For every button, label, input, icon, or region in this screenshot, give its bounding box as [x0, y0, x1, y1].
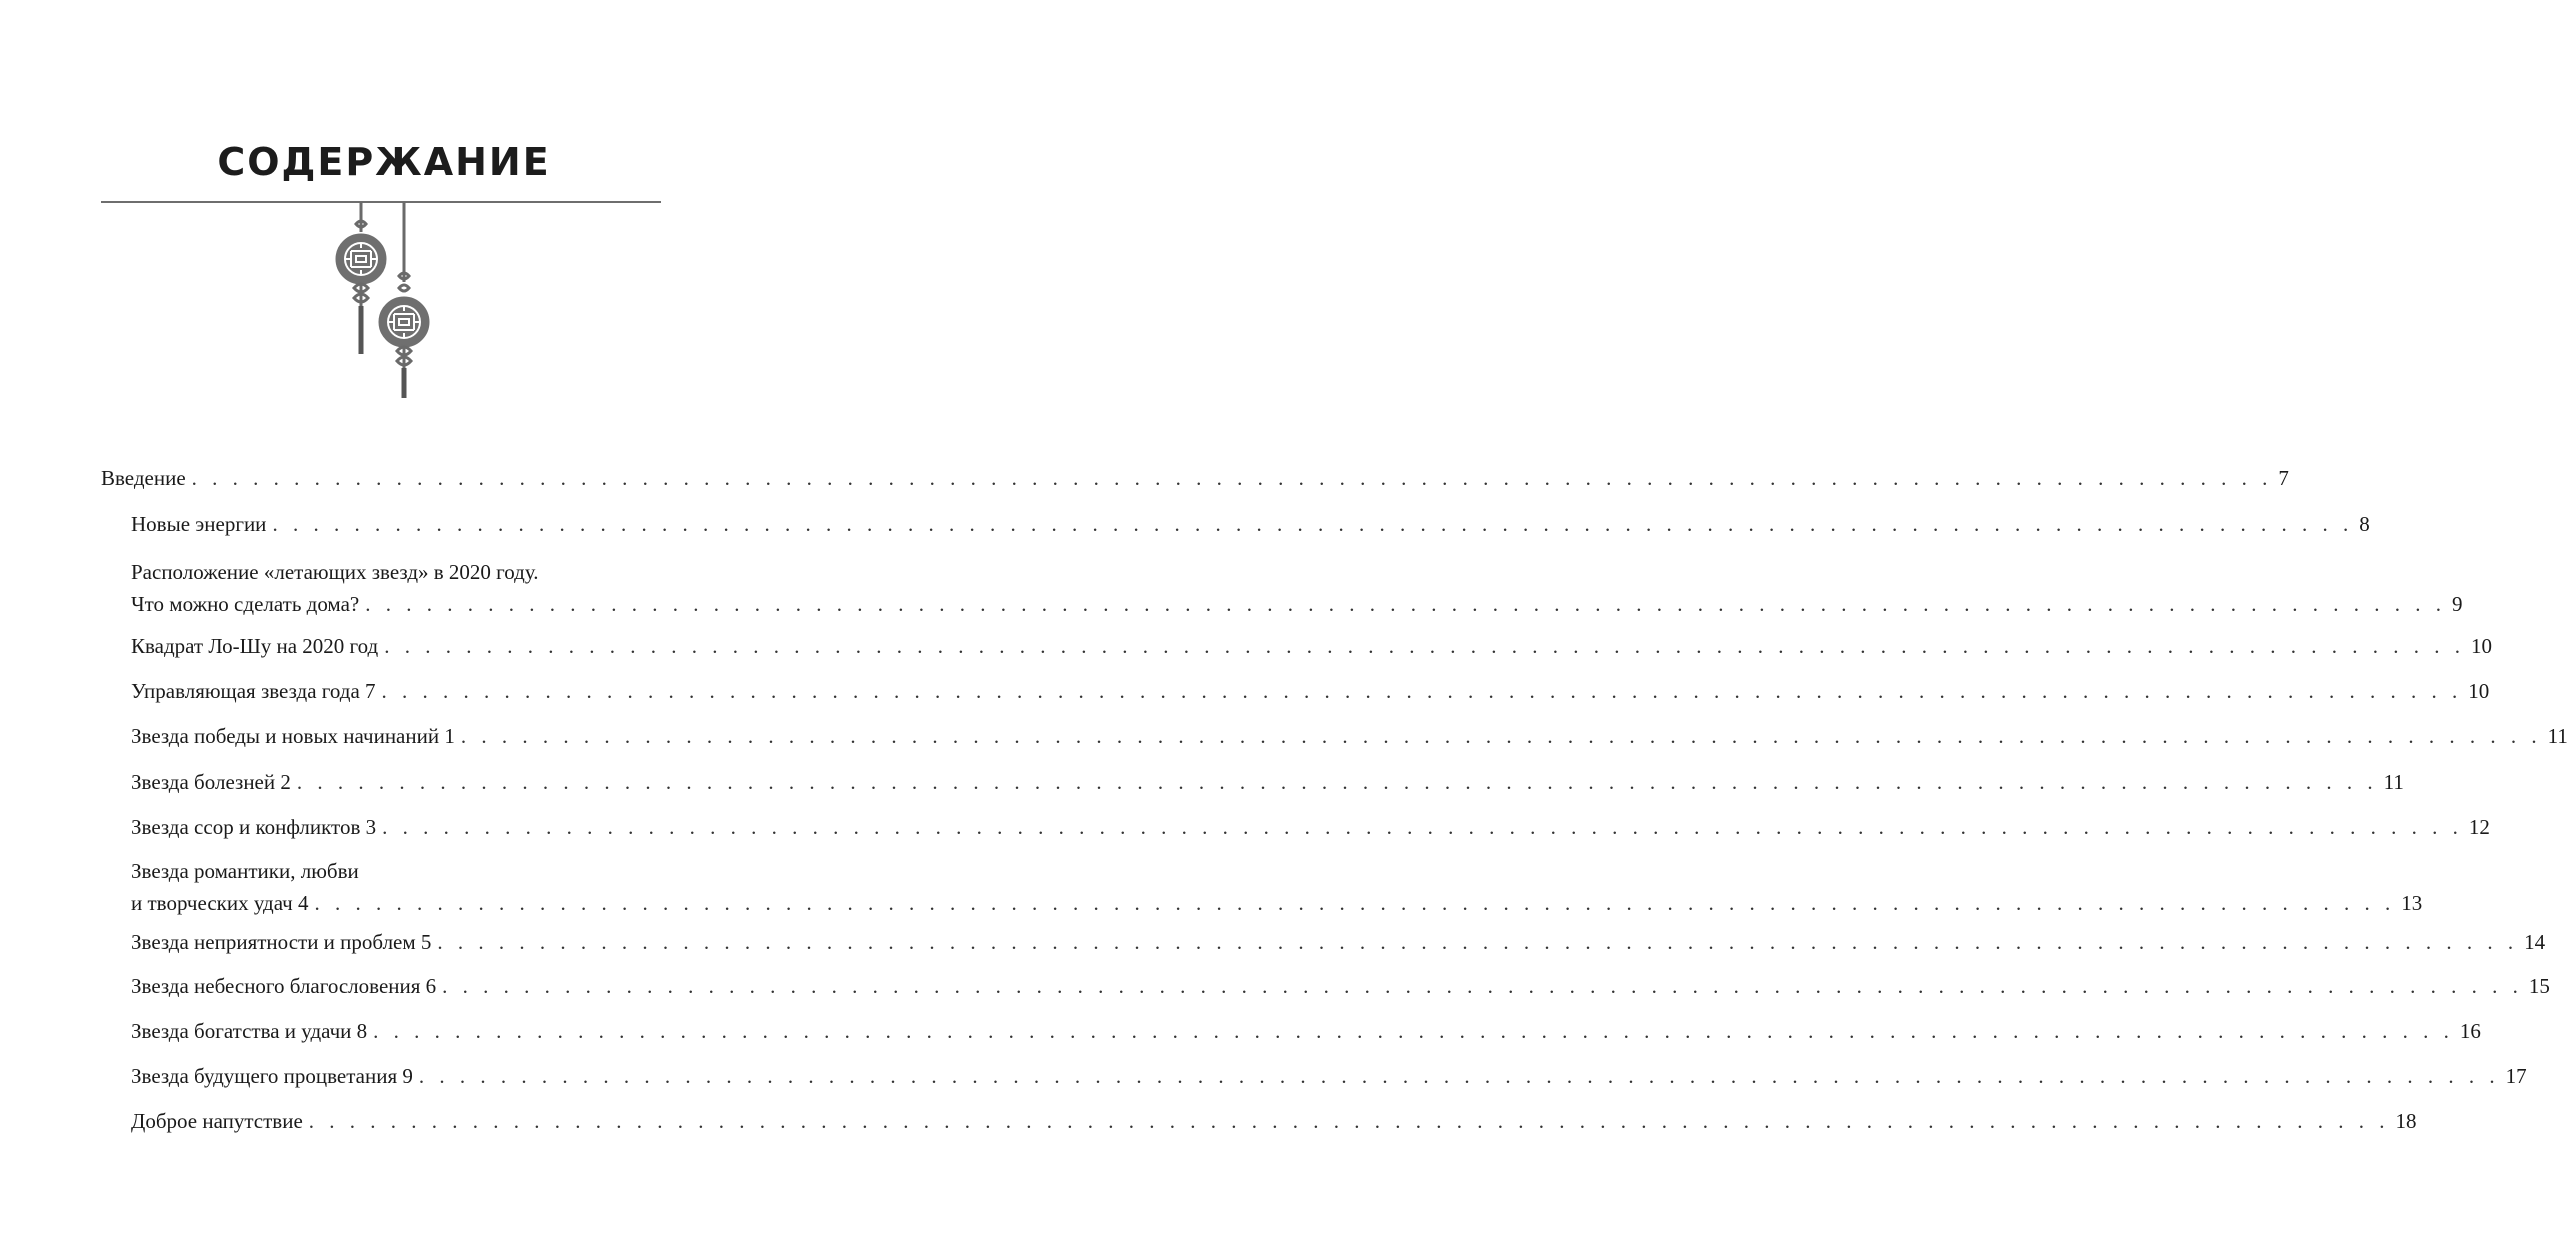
- toc-page-number: 12: [2468, 815, 2490, 839]
- toc-entry[interactable]: [101, 766, 2404, 798]
- toc-entry[interactable]: [101, 556, 2463, 620]
- toc-page-number: 10: [2468, 679, 2490, 703]
- toc-entry-title: Звезда будущего процветания 9: [131, 1064, 413, 1088]
- toc-entry-title: Звезда небесного благословения 6: [131, 974, 437, 998]
- toc-entry[interactable]: [101, 1105, 2417, 1137]
- toc-entry[interactable]: [101, 811, 2490, 843]
- toc-page-number: 8: [2359, 512, 2370, 536]
- toc-page-number: 13: [2401, 891, 2423, 915]
- toc-entry-title-line1: Расположение «летающих звезд» в 2020 году.: [131, 560, 539, 584]
- toc-entry[interactable]: [101, 855, 2423, 919]
- toc-page-number: 10: [2470, 634, 2492, 658]
- toc-leader-dots: . . . . . . . . . . . . . . . . . . . . . . . . . . . . . . . . . . . . . . . . . . . . . . . . . . . . . . . . . . . . . . . . . . . . . . . . . . . . . . . . . . . . . . . . . . . . . . . . . . . . . .: [418, 1064, 2500, 1088]
- toc-leader-dots: . . . . . . . . . . . . . . . . . . . . . . . . . . . . . . . . . . . . . . . . . . . . . . . . . . . . . . . . . . . . . . . . . . . . . . . . . . . . . . . . . . . . . . . . . . . . . . . . . . . . . .: [296, 770, 2378, 794]
- toc-leader-dots: . . . . . . . . . . . . . . . . . . . . . . . . . . . . . . . . . . . . . . . . . . . . . . . . . . . . . . . . . . . . . . . . . . . . . . . . . . . . . . . . . . . . . . . . . . . . . . . . . . . . . .: [272, 512, 2354, 536]
- toc-leader-dots: . . . . . . . . . . . . . . . . . . . . . . . . . . . . . . . . . . . . . . . . . . . . . . . . . . . . . . . . . . . . . . . . . . . . . . . . . . . . . . . . . . . . . . . . . . . . . . . . . . . . . .: [308, 1109, 2390, 1133]
- toc-entry[interactable]: [101, 720, 2568, 752]
- toc-leader-dots: . . . . . . . . . . . . . . . . . . . . . . . . . . . . . . . . . . . . . . . . . . . . . . . . . . . . . . . . . . . . . . . . . . . . . . . . . . . . . . . . . . . . . . . . . . . . . . . . . . . . . .: [442, 974, 2523, 998]
- toc-entry-title: Звезда болезней 2: [131, 770, 291, 794]
- toc-leader-dots: . . . . . . . . . . . . . . . . . . . . . . . . . . . . . . . . . . . . . . . . . . . . . . . . . . . . . . . . . . . . . . . . . . . . . . . . . . . . . . . . . . . . . . . . . . . . . . . . . . . . . .: [373, 1019, 2454, 1043]
- toc-entry-title: Звезда богатства и удачи 8: [131, 1019, 368, 1043]
- toc-entry-title: Введение: [101, 466, 186, 490]
- toc-leader-dots: . . . . . . . . . . . . . . . . . . . . . . . . . . . . . . . . . . . . . . . . . . . . . . . . . . . . . . . . . . . . . . . . . . . . . . . . . . . . . . . . . . . . . . . . . . . . . . . . . . . . . .: [460, 724, 2542, 748]
- toc-leader-dots: . . . . . . . . . . . . . . . . . . . . . . . . . . . . . . . . . . . . . . . . . . . . . . . . . . . . . . . . . . . . . . . . . . . . . . . . . . . . . . . . . . . . . . . . . . . . . . . . . . . . . .: [314, 891, 2396, 915]
- toc-entry-title: Звезда ссор и конфликтов 3: [131, 815, 377, 839]
- toc-entry-title: Квадрат Ло-Шу на 2020 год: [131, 634, 379, 658]
- page-title: СОДЕРЖАНИЕ: [217, 140, 551, 184]
- toc-page-number: 7: [2278, 466, 2289, 490]
- toc-page-number: 14: [2524, 930, 2546, 954]
- toc-leader-dots: . . . . . . . . . . . . . . . . . . . . . . . . . . . . . . . . . . . . . . . . . . . . . . . . . . . . . . . . . . . . . . . . . . . . . . . . . . . . . . . . . . . . . . . . . . . . . . . . . . . . . .: [382, 815, 2463, 839]
- toc-page-number: 15: [2528, 974, 2550, 998]
- toc-leader-dots: . . . . . . . . . . . . . . . . . . . . . . . . . . . . . . . . . . . . . . . . . . . . . . . . . . . . . . . . . . . . . . . . . . . . . . . . . . . . . . . . . . . . . . . . . . . . . . . . . . . . . .: [381, 679, 2463, 703]
- toc-entry-title: Звезда неприятности и проблем 5: [131, 930, 432, 954]
- toc-entry[interactable]: [101, 926, 2546, 958]
- toc-page-number: 18: [2395, 1109, 2417, 1133]
- toc-entry[interactable]: [101, 1015, 2481, 1047]
- toc-entry-title: Доброе напутствие: [131, 1109, 303, 1133]
- toc-leader-dots: . . . . . . . . . . . . . . . . . . . . . . . . . . . . . . . . . . . . . . . . . . . . . . . . . . . . . . . . . . . . . . . . . . . . . . . . . . . . . . . . . . . . . . . . . . . . . . . . . . . . . .: [191, 466, 2273, 490]
- toc-entry[interactable]: [101, 675, 2490, 707]
- toc-page-number: 17: [2505, 1064, 2527, 1088]
- toc-page-number: 9: [2451, 592, 2463, 616]
- toc-leader-dots: . . . . . . . . . . . . . . . . . . . . . . . . . . . . . . . . . . . . . . . . . . . . . . . . . . . . . . . . . . . . . . . . . . . . . . . . . . . . . . . . . . . . . . . . . . . . . . . . . . . . . .: [384, 634, 2465, 658]
- toc-page-number: 11: [2383, 770, 2404, 794]
- toc-page-number: 11: [2547, 724, 2568, 748]
- toc-entry-title: Звезда победы и новых начинаний 1: [131, 724, 455, 748]
- chinese-lantern-ornament-icon: [320, 202, 440, 402]
- toc-entry-title: Новые энергии: [131, 512, 267, 536]
- toc-entry[interactable]: [101, 630, 2492, 662]
- toc-page-number: 16: [2459, 1019, 2481, 1043]
- toc-leader-dots: . . . . . . . . . . . . . . . . . . . . . . . . . . . . . . . . . . . . . . . . . . . . . . . . . . . . . . . . . . . . . . . . . . . . . . . . . . . . . . . . . . . . . . . . . . . . . . . . . . . . . .: [365, 592, 2446, 616]
- toc-entry[interactable]: [101, 970, 2550, 1002]
- toc-leader-dots: . . . . . . . . . . . . . . . . . . . . . . . . . . . . . . . . . . . . . . . . . . . . . . . . . . . . . . . . . . . . . . . . . . . . . . . . . . . . . . . . . . . . . . . . . . . . . . . . . . . . . .: [437, 930, 2519, 954]
- toc-entry[interactable]: [101, 1060, 2527, 1092]
- toc-entry-title-line1: Звезда романтики, любви: [131, 859, 359, 883]
- toc-entry-title: Что можно сделать дома?: [131, 592, 360, 616]
- toc-entry-title: и творческих удач 4: [131, 891, 309, 915]
- toc-entry-title: Управляющая звезда года 7: [131, 679, 376, 703]
- toc-entry[interactable]: [101, 462, 2289, 494]
- toc-entry[interactable]: [101, 508, 2370, 540]
